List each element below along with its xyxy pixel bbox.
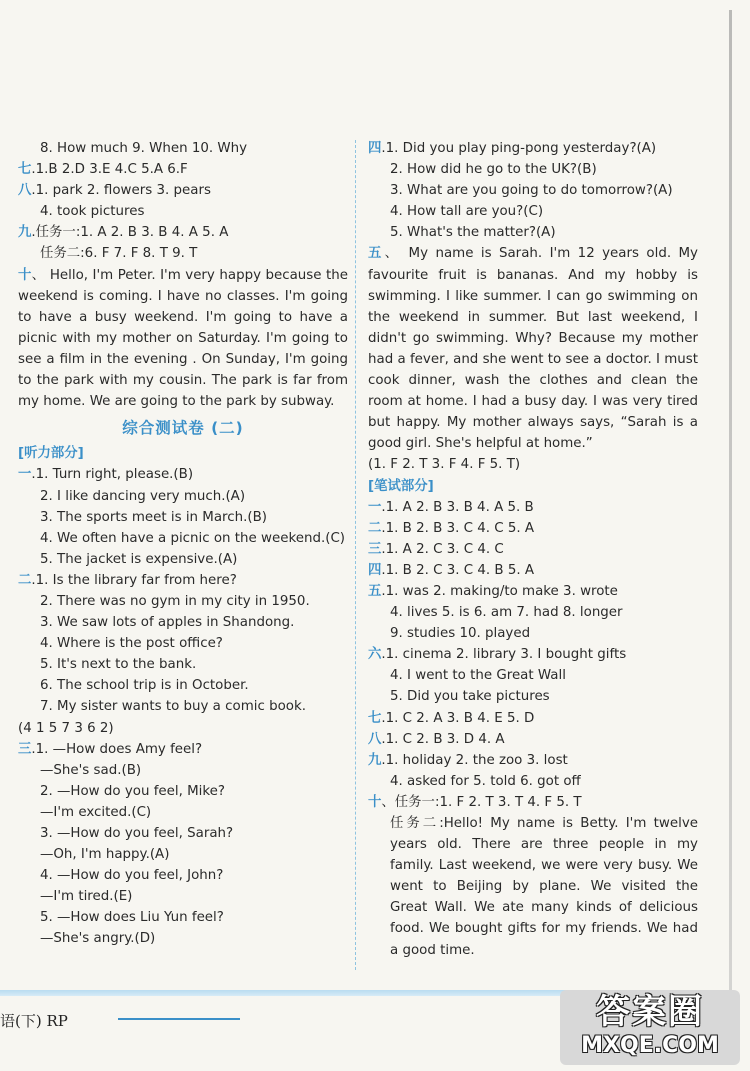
answer-line: —Oh, I'm happy.(A) bbox=[40, 847, 170, 863]
answer-line: 8. How much 9. When 10. Why bbox=[40, 141, 248, 156]
answer-line: 3. We saw lots of apples in Shandong. bbox=[40, 615, 295, 631]
answer-line bbox=[18, 570, 348, 591]
answer-text: .1. cinema 2. library 3. I bought gifts bbox=[381, 647, 627, 663]
answer-line: 4. How tall are you?(C) bbox=[390, 204, 544, 220]
section-number: 八 bbox=[368, 731, 382, 747]
footer-rule bbox=[118, 1018, 240, 1020]
answer-text: .1.B 2.D 3.E 4.C 5.A 6.F bbox=[31, 162, 188, 178]
answer-line: 3. The sports meet is in March.(B) bbox=[40, 509, 268, 525]
answer-paragraph: 任务二:Hello! My name is Betty. I'm twelve years old. There are three people in my family. Last weekend, we were very busy. We went to Beijing by plane. We visited the Great Wall. We ate many kinds of delicious food. We bought gifts for my friends. We had a good time. bbox=[390, 816, 698, 958]
answer-line bbox=[368, 729, 698, 750]
answer-line: (4 1 5 7 3 6 2) bbox=[18, 720, 114, 736]
section-number: 七 bbox=[368, 710, 382, 726]
section-number: 十 bbox=[368, 794, 382, 810]
section-number: 七 bbox=[18, 162, 32, 178]
answer-line: 5. The jacket is expensive.(A) bbox=[40, 551, 238, 567]
section-number: 六 bbox=[368, 647, 382, 663]
answer-line bbox=[18, 159, 348, 180]
answer-line: (1. F 2. T 3. F 4. F 5. T) bbox=[368, 457, 521, 473]
answer-text: .1. holiday 2. the zoo 3. lost bbox=[381, 752, 568, 768]
answer-line: 4. I went to the Great Wall bbox=[390, 668, 566, 684]
answer-line: 3. What are you going to do tomorrow?(A) bbox=[390, 183, 673, 199]
watermark-subtitle: MXQE.COM bbox=[581, 1033, 719, 1058]
answer-text: .1. —How does Amy feel? bbox=[31, 741, 203, 757]
answer-line: —I'm excited.(C) bbox=[40, 804, 152, 820]
answer-line: 4. —How do you feel, John? bbox=[40, 868, 224, 884]
section-number: 九 bbox=[18, 225, 32, 241]
answer-line bbox=[18, 739, 348, 760]
answer-line: 2. —How do you feel, Mike? bbox=[40, 783, 226, 799]
answer-text: .1. was 2. making/to make 3. wrote bbox=[381, 583, 618, 599]
answer-line: 2. I like dancing very much.(A) bbox=[40, 488, 246, 504]
section-number: 二 bbox=[368, 520, 382, 536]
answer-line bbox=[368, 518, 698, 539]
answer-text: .任务一:1. A 2. B 3. B 4. A 5. A bbox=[31, 225, 229, 241]
section-number: 五 bbox=[368, 246, 385, 262]
answer-text: .1. park 2. flowers 3. pears bbox=[31, 183, 211, 199]
answer-text: .1. C 2. B 3. D 4. A bbox=[381, 731, 505, 747]
answer-text: .1. B 2. C 3. C 4. B 5. A bbox=[381, 562, 535, 578]
answer-line bbox=[368, 708, 698, 729]
answer-line: 4. took pictures bbox=[40, 204, 145, 220]
column-divider bbox=[355, 140, 356, 970]
section-number: 四 bbox=[368, 141, 382, 156]
answer-text: .1. Is the library far from here? bbox=[31, 572, 237, 588]
answer-line: 任务二:6. F 7. F 8. T 9. T bbox=[40, 246, 198, 262]
answer-text: .1. C 2. A 3. B 4. E 5. D bbox=[381, 710, 535, 726]
answer-text: .1. B 2. B 3. C 4. C 5. A bbox=[381, 520, 535, 536]
answer-line: 3. —How do you feel, Sarah? bbox=[40, 826, 234, 841]
page-edge bbox=[729, 10, 732, 1050]
paragraph-text: 、 My name is Sarah. I'm 12 years old. My favourite fruit is bananas. And my hobby is swimming. I like summer. I can go swimming on the weekend in summer. But last weekend, I didn't go swimming. Why? Because my mother had a fever, and she went to see a doctor. I must cook dinner, wash the clothes and clean the room at home. I had a busy day. I was very tired but happy. My mother always says, “Sarah is a good girl. She's helpful at home.” bbox=[368, 246, 698, 452]
answer-paragraph bbox=[18, 265, 348, 413]
answer-line: 5. What's the matter?(A) bbox=[390, 225, 556, 241]
section-number: 五 bbox=[368, 583, 382, 599]
answer-text: .1. A 2. C 3. C 4. C bbox=[381, 541, 504, 557]
answer-line: 2. How did he go to the UK?(B) bbox=[390, 162, 597, 178]
section-number: 一 bbox=[18, 467, 32, 483]
answer-line: 9. studies 10. played bbox=[390, 626, 531, 642]
answer-line bbox=[18, 464, 348, 485]
answer-line: 4. lives 5. is 6. am 7. had 8. longer bbox=[390, 605, 623, 621]
section-number: 三 bbox=[18, 741, 32, 757]
section-number: 三 bbox=[368, 541, 382, 557]
section-number: 四 bbox=[368, 562, 382, 578]
right-column bbox=[368, 138, 698, 961]
answer-line bbox=[368, 138, 698, 159]
section-number: 九 bbox=[368, 752, 382, 768]
answer-line: 5. It's next to the bank. bbox=[40, 657, 197, 673]
answer-line bbox=[368, 539, 698, 560]
answer-line bbox=[18, 180, 348, 201]
answer-line: —She's angry.(D) bbox=[40, 931, 156, 947]
answer-line: 5. —How does Liu Yun feel? bbox=[40, 910, 224, 926]
answer-line bbox=[18, 222, 348, 243]
answer-line: 4. We often have a picnic on the weekend.(C) bbox=[40, 530, 346, 546]
answer-line bbox=[368, 560, 698, 581]
answer-line: 7. My sister wants to buy a comic book. bbox=[40, 699, 306, 715]
answer-text: .1. Turn right, please.(B) bbox=[31, 467, 194, 483]
section-number: 十 bbox=[18, 267, 32, 283]
answer-text: 、任务一:1. F 2. T 3. T 4. F 5. T bbox=[381, 794, 582, 810]
answer-line: 4. Where is the post office? bbox=[40, 636, 223, 652]
answer-line: 5. Did you take pictures bbox=[390, 689, 550, 705]
answer-text: .1. Did you play ping-pong yesterday?(A) bbox=[381, 141, 657, 156]
answer-line: 6. The school trip is in October. bbox=[40, 678, 249, 694]
footer-label: 语(下) RP bbox=[0, 1012, 68, 1030]
answer-line: —I'm tired.(E) bbox=[40, 889, 133, 905]
answer-line bbox=[368, 750, 698, 771]
watermark-title: 答案圈 bbox=[596, 992, 704, 1032]
left-column bbox=[18, 138, 348, 950]
answer-line: 4. asked for 5. told 6. got off bbox=[390, 773, 581, 789]
writing-header: [笔试部分] bbox=[368, 478, 434, 494]
answer-line bbox=[368, 581, 698, 602]
answer-line bbox=[368, 644, 698, 665]
section-number: 一 bbox=[368, 499, 382, 515]
answer-text: .1. A 2. B 3. B 4. A 5. B bbox=[381, 499, 534, 515]
answer-line: 2. There was no gym in my city in 1950. bbox=[40, 593, 310, 609]
section-number: 八 bbox=[18, 183, 32, 199]
answer-line: —She's sad.(B) bbox=[40, 762, 142, 778]
answer-line bbox=[368, 497, 698, 518]
answer-line bbox=[368, 792, 698, 813]
answer-paragraph bbox=[368, 243, 698, 454]
section-number: 二 bbox=[18, 572, 32, 588]
section-title: 综合测试卷 (二) bbox=[122, 419, 244, 438]
listening-header: [听力部分] bbox=[18, 446, 84, 462]
watermark-logo bbox=[560, 990, 740, 1065]
paragraph-text: 、 Hello, I'm Peter. I'm very happy because the weekend is coming. I have no classes. I'm going to have a busy weekend. I'm going to have a picnic with my mother on Saturday. I'm going to see a film in the evening . On Sunday, I'm going to the park with my cousin. The park is far from my home. We are going to the park by subway. bbox=[18, 267, 349, 410]
footer-bar bbox=[0, 990, 600, 996]
